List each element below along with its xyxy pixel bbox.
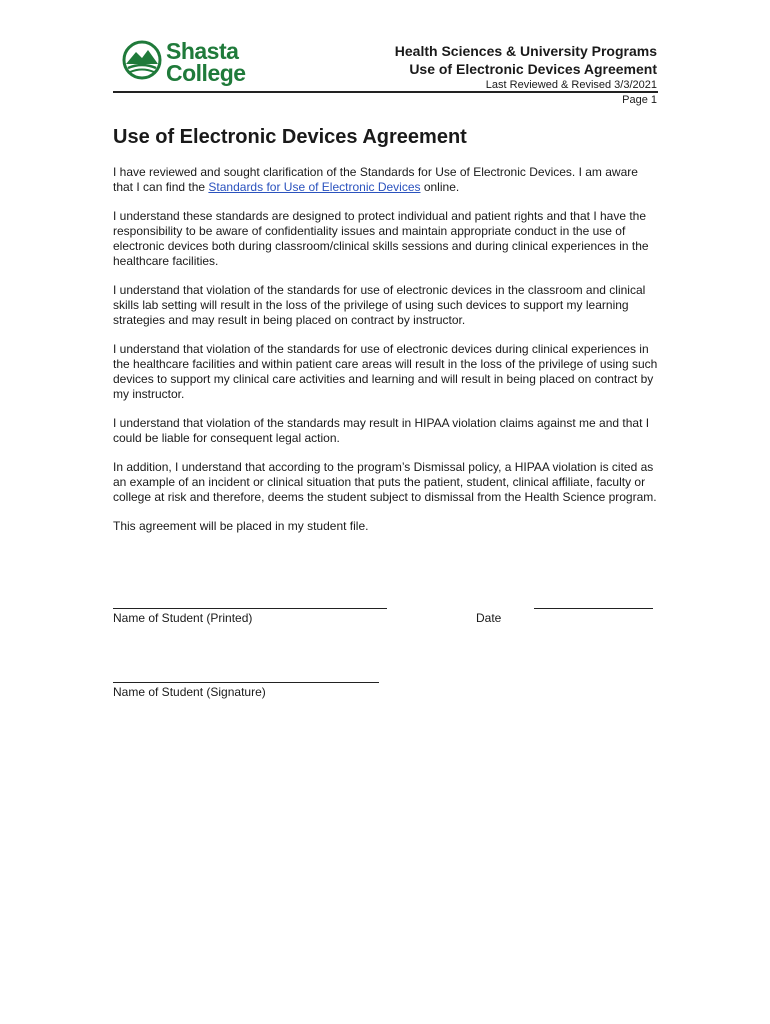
paragraph-6: In addition, I understand that according to the program’s Dismissal policy, a HIPAA violation is cited as an example of an incident or clinical situation that puts the patient, student, clinical affiliate, faculty or college at risk and therefore, deems the student subject to dismissal from the Health Science program. <box>113 460 657 504</box>
standards-link[interactable]: Standards for Use of Electronic Devices <box>208 180 421 194</box>
logo-line-2: College <box>166 60 246 86</box>
signature-line[interactable] <box>113 682 379 683</box>
paragraph-1 <box>113 165 658 195</box>
paragraph-1-end: online. <box>420 180 460 194</box>
logo-wordmark <box>166 40 246 84</box>
logo-line-1: Shasta <box>166 38 239 64</box>
paragraph-1-text: I have reviewed and sought clarification of the Standards for Use of Electronic Devices. I am aware that I can find the <box>113 165 638 194</box>
paragraph-2: I understand these standards are designed to protect individual and patient rights and that I have the responsibility to be aware of confidentiality issues and maintain appropriate conduct in the use of electronic devices both during classroom/clinical skills sessions and during clinical experiences in the healthcare facilities. <box>113 209 649 268</box>
paragraph-4: I understand that violation of the standards for use of electronic devices during clinical experiences in the healthcare facilities and within patient care areas will result in the loss of the privilege of using such devices to support my clinical care activities and learning and will result in being placed on contract by my instructor. <box>113 342 658 401</box>
agreement-body <box>113 124 658 548</box>
document-header <box>395 42 657 92</box>
signature-label: Name of Student (Signature) <box>113 685 266 699</box>
mountain-logo-icon <box>122 40 162 80</box>
printed-name-label: Name of Student (Printed) <box>113 611 253 625</box>
college-logo <box>122 40 262 88</box>
program-name: Health Sciences & University Programs <box>394 43 657 59</box>
date-label: Date <box>476 611 502 625</box>
header-doc-title: Use of Electronic Devices Agreement <box>409 61 657 77</box>
printed-name-line[interactable] <box>113 608 387 609</box>
revised-date: Last Reviewed & Revised 3/3/2021 <box>485 79 657 91</box>
paragraph-3: I understand that violation of the standards for use of electronic devices in the classroom and clinical skills lab setting will result in the loss of the privilege of using such devices to support my learning strategies and may result in being placed on contract by instructor. <box>113 283 646 327</box>
page-title: Use of Electronic Devices Agreement <box>113 126 467 148</box>
page-number: Page 1 <box>622 94 657 106</box>
paragraph-5: I understand that violation of the standards may result in HIPAA violation claims against me and that I could be liable for consequent legal action. <box>113 416 650 445</box>
header-divider <box>113 91 658 93</box>
paragraph-7: This agreement will be placed in my student file. <box>113 519 369 533</box>
date-line[interactable] <box>534 608 653 609</box>
